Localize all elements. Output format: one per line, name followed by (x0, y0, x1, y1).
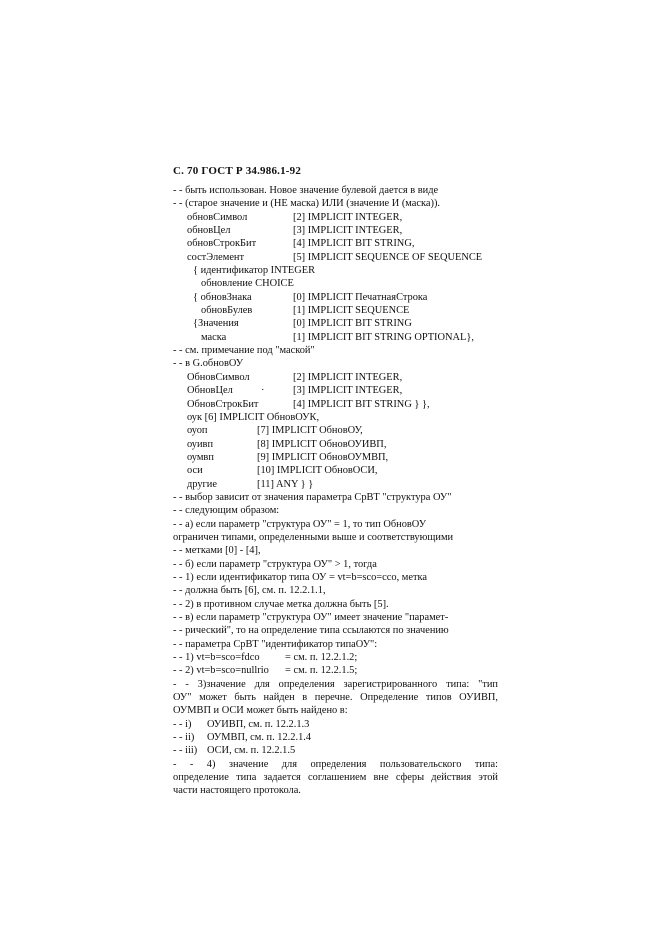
comment-line: - - 1) если идентификатор типа ОУ = vt=b=sco=cco, метка (173, 571, 427, 583)
field-type: [9] IMPLICIT ОбновОУМВП, (257, 451, 389, 463)
page-header: С. 70 ГОСТ Р 34.986.1-92 (173, 165, 302, 177)
field-line (173, 398, 498, 411)
comment-line: - - метками [0] - [4], (173, 545, 261, 557)
field-line (173, 211, 498, 224)
field-type: [8] IMPLICIT ОбновОУИВП, (257, 438, 387, 450)
comment-line: определение типа задается соглашением вне сферы действия этой (173, 772, 498, 784)
field-type: [3] IMPLICIT INTEGER, (293, 385, 403, 397)
field-type: [7] IMPLICIT ОбновОУ, (257, 425, 363, 437)
field-type: [0] IMPLICIT ПечатнаяСтрока (293, 291, 428, 303)
stray-mark: · (261, 385, 265, 397)
field-line (173, 331, 498, 344)
comment-line: - - в G.обновОУ (173, 358, 244, 370)
field-type: [0] IMPLICIT BIT STRING (293, 318, 412, 330)
field-line (173, 371, 498, 384)
field-type: [11] ANY } } (257, 478, 314, 490)
field-type: [10] IMPLICIT ОбновОСИ, (257, 465, 378, 477)
reference-line (173, 731, 498, 744)
comment-line: - - выбор зависит от значения параметра СрВТ "структура ОУ" (173, 491, 452, 503)
field-name: другие (187, 478, 217, 490)
field-name: маска (201, 331, 227, 343)
field-name: ОбновСтрокБит (187, 398, 259, 410)
field-line (173, 317, 498, 330)
comment-line: - - см. примечание под "маской" (173, 345, 315, 357)
reference-target: ОУМВП, см. п. 12.2.1.4 (207, 732, 312, 744)
comment-line: - - должна быть [6], см. п. 12.2.1.1, (173, 585, 326, 597)
field-name: оси (187, 465, 203, 477)
comment-line: - - рический", то на определение типа ссылаются по значению (173, 625, 449, 637)
field-line (173, 464, 498, 477)
reference-line (173, 744, 498, 757)
field-line (173, 304, 498, 317)
code-text: оук [6] IMPLICIT ОбновОУК, (187, 411, 320, 423)
reference-key: - - iii) (173, 745, 198, 757)
field-type: [3] IMPLICIT INTEGER, (293, 225, 403, 237)
document-body (173, 184, 498, 798)
field-name: {Значения (193, 318, 239, 330)
comment-line: - - 2) в противном случае метка должна быть [5]. (173, 598, 389, 610)
comment-line: - - следующим образом: (173, 505, 280, 517)
field-line (173, 478, 498, 491)
field-name: оумвп (187, 451, 214, 463)
reference-key: - - i) (173, 718, 192, 730)
field-name: обновБулев (201, 305, 253, 317)
field-line (173, 237, 498, 250)
field-line (173, 251, 498, 264)
field-name: обновСтрокБит (187, 238, 257, 250)
comment-line: - - б) если параметр "структура ОУ" > 1, тогда (173, 558, 377, 570)
field-type: [1] IMPLICIT SEQUENCE (293, 305, 410, 317)
text-line (173, 411, 498, 424)
code-text: обновление CHOICE (201, 278, 294, 290)
reference-key: - - ii) (173, 732, 195, 744)
reference-target: ОСИ, см. п. 12.2.1.5 (207, 745, 296, 757)
field-line (173, 291, 498, 304)
field-line (173, 384, 498, 397)
field-type: [4] IMPLICIT BIT STRING } }, (293, 398, 430, 410)
field-name: ОбновЦел (187, 385, 233, 397)
text-line: - - (старое значение и (НЕ маска) ИЛИ (значение И (маска)). (173, 198, 441, 210)
comment-line: - - а) если параметр "структура ОУ" = 1, то тип ОбновОУ (173, 518, 427, 530)
text-line: - - быть использован. Новое значение булевой дается в виде (173, 185, 439, 196)
reference-target: = см. п. 12.2.1.2; (285, 652, 358, 664)
field-name: обновСимвол (187, 211, 248, 223)
field-type: [5] IMPLICIT SEQUENCE OF SEQUENCE (293, 251, 483, 263)
field-name: ОбновСимвол (187, 371, 250, 383)
field-line (173, 224, 498, 237)
comment-line: - - 4) значение для определения пользовательского типа: (173, 758, 498, 770)
comment-line: - - в) если параметр "структура ОУ" имеет значение "парамет- (173, 612, 449, 623)
reference-target: ОУИВП, см. п. 12.2.1.3 (207, 718, 310, 730)
reference-line (173, 664, 498, 677)
field-line (173, 424, 498, 437)
text-line (173, 277, 498, 290)
comment-line: ОУ" может быть найден в перечне. Определение типов ОУИВП, (173, 692, 498, 704)
field-name: оуивп (187, 438, 214, 450)
field-line (173, 451, 498, 464)
reference-key: - - 1) vt=b=sco=fdco (173, 652, 260, 664)
field-type: [2] IMPLICIT INTEGER, (293, 371, 403, 383)
reference-line (173, 718, 498, 731)
field-line (173, 438, 498, 451)
field-name: оуоп (187, 425, 208, 437)
comment-line: части настоящего протокола. (173, 785, 301, 797)
reference-line (173, 651, 498, 664)
field-name: { обновЗнака (193, 291, 252, 303)
comment-line: - - 3)значение для определения зарегистрированного типа: "тип (173, 678, 498, 690)
reference-target: = см. п. 12.2.1.5; (285, 665, 358, 677)
code-text: { идентификатор INTEGER (193, 265, 316, 277)
field-type: [1] IMPLICIT BIT STRING OPTIONAL}, (293, 331, 474, 343)
comment-line: - - параметра СрВТ "идентификатор типаОУ": (173, 638, 378, 650)
text-line (173, 264, 498, 277)
reference-key: - - 2) vt=b=sco=nullrio (173, 665, 269, 677)
comment-line: ОУМВП и ОСИ может быть найдено в: (173, 705, 348, 717)
comment-line: ограничен типами, определенными выше и соответствующими (173, 531, 454, 543)
field-name: состЭлемент (187, 251, 245, 263)
field-type: [4] IMPLICIT BIT STRING, (293, 238, 415, 250)
field-name: обновЦел (187, 225, 231, 237)
field-type: [2] IMPLICIT INTEGER, (293, 211, 403, 223)
